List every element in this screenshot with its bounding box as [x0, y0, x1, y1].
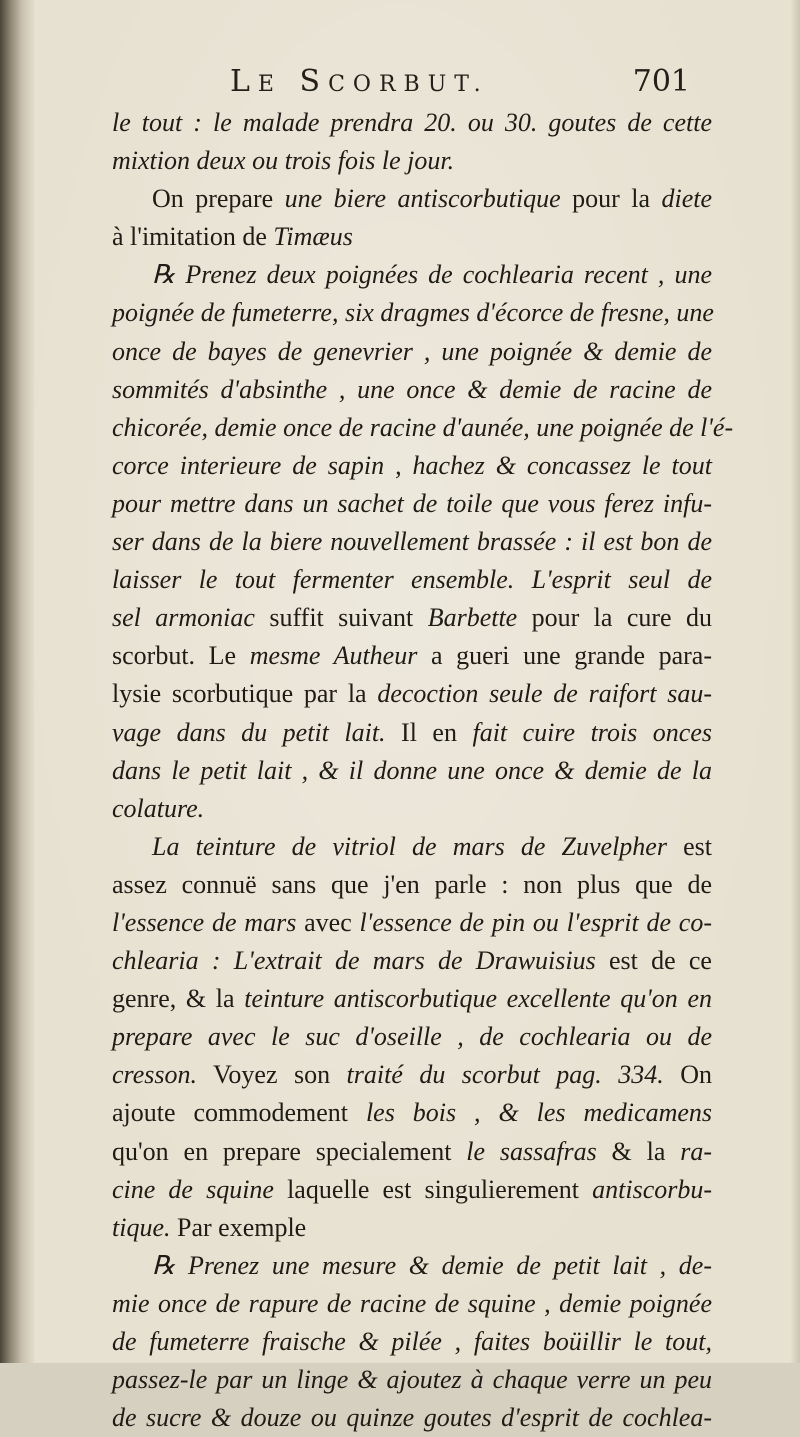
- page-header: [230, 60, 690, 102]
- text-line: [112, 1399, 712, 1437]
- roman-text: avec: [296, 907, 360, 937]
- roman-text: Voyez son: [196, 1060, 347, 1090]
- text-line: [112, 1171, 712, 1209]
- body-text: [112, 104, 734, 1437]
- binding-gutter: [0, 0, 34, 1363]
- italic-text: le tout : le malade prendra 20. ou 30. goutes de cette: [112, 108, 712, 137]
- italic-text: mixtion deux ou trois fois le jour.: [112, 146, 455, 176]
- roman-text: est: [666, 831, 712, 861]
- text-line: [112, 371, 712, 409]
- text-line: [112, 980, 712, 1018]
- text-line: [112, 485, 712, 523]
- italic-text: diete: [661, 184, 713, 214]
- italic-text: ℞ Prenez deux poignées de cochlearia recent , une: [152, 260, 712, 290]
- italic-text: traité du scorbut pag. 334.: [346, 1060, 664, 1090]
- italic-text: l'essence de mars: [112, 907, 297, 937]
- text-line: [112, 790, 712, 828]
- text-line: [112, 1018, 712, 1056]
- italic-text: sommités d'absinthe , une once & demie de racine de: [112, 374, 712, 404]
- text-line: [112, 1247, 712, 1285]
- text-line: [112, 256, 712, 294]
- italic-text: ser dans de la biere nouvellement brassée : il est bon de: [112, 527, 712, 557]
- text-line: [112, 1056, 712, 1094]
- italic-text: une biere antiscorbutique: [284, 184, 561, 214]
- running-title: [230, 64, 489, 99]
- roman-text: scorbut. Le: [112, 641, 250, 671]
- text-line: [112, 1094, 712, 1132]
- text-line: [112, 218, 712, 256]
- text-line: [112, 942, 712, 980]
- italic-text: cine de squine: [112, 1174, 274, 1204]
- roman-text: pour la cure du: [517, 603, 712, 633]
- text-line: [112, 675, 712, 713]
- text-line: [112, 409, 734, 447]
- page-edge-shadow: [790, 0, 800, 1363]
- italic-text: sel armoniac: [112, 603, 255, 633]
- italic-text: chlearia : L'extrait de mars de Drawuisius: [112, 946, 596, 976]
- roman-text: a gueri une grande para-: [417, 641, 713, 671]
- text-line: [112, 333, 712, 371]
- roman-text: Par exemple: [170, 1212, 307, 1242]
- italic-text: Timæus: [273, 222, 353, 252]
- roman-text: laquelle est singulierement: [273, 1174, 593, 1204]
- text-line: [112, 104, 712, 142]
- italic-text: once de bayes de genevrier , une poignée & demie de: [112, 336, 712, 366]
- italic-text: prepare avec le suc d'oseille , de cochlearia ou de: [112, 1022, 712, 1052]
- italic-text: tique.: [112, 1212, 171, 1242]
- text-line: [112, 714, 712, 752]
- roman-text: ajoute commodement: [112, 1098, 366, 1128]
- italic-text: poignée de fumeterre, six dragmes d'écorce de fresne, une: [112, 298, 714, 328]
- text-line: [112, 828, 712, 866]
- italic-text: le sassafras: [466, 1136, 597, 1166]
- italic-text: ℞ Prenez une mesure & demie de petit lait , de-: [152, 1250, 712, 1280]
- text-line: [112, 142, 712, 180]
- page-number: 701: [632, 64, 690, 99]
- italic-text: mie once de rapure de racine de squine , demie poignée: [112, 1288, 712, 1318]
- text-line: [112, 752, 712, 790]
- text-line: [112, 866, 712, 904]
- roman-text: à l'imitation de: [112, 222, 274, 252]
- text-line: [112, 523, 712, 561]
- italic-text: vage dans du petit lait.: [112, 717, 386, 747]
- italic-text: chicorée, demie once de racine d'aunée, une poignée de l'é-: [112, 412, 734, 442]
- text-line: [112, 180, 712, 218]
- italic-text: laisser le tout fermenter ensemble. L'esprit seul de: [112, 565, 712, 595]
- text-line: [112, 1133, 712, 1171]
- roman-text: suffit suivant: [254, 603, 428, 633]
- italic-text: Barbette: [427, 603, 518, 633]
- italic-text: teinture antiscorbutique excellente qu'on en: [244, 984, 712, 1014]
- italic-text: passez-le par un linge & ajoutez à chaque verre un peu: [112, 1365, 712, 1395]
- text-line: [112, 637, 712, 675]
- italic-text: l'essence de pin ou l'esprit de co-: [359, 907, 712, 937]
- italic-text: mesme Autheur: [249, 641, 418, 671]
- text-line: [112, 1285, 712, 1323]
- roman-text: On prepare: [152, 184, 285, 214]
- italic-text: colature.: [112, 793, 205, 823]
- roman-text: pour la: [560, 184, 662, 214]
- roman-text: Il en: [385, 717, 473, 747]
- italic-text: pour mettre dans un sachet de toile que vous ferez infu-: [112, 488, 712, 518]
- roman-text: genre, & la: [112, 984, 245, 1014]
- italic-text: fait cuire trois onces: [472, 717, 712, 747]
- text-line: [112, 599, 712, 637]
- italic-text: antiscorbu-: [592, 1174, 713, 1204]
- text-line: [112, 904, 712, 942]
- text-line: [112, 447, 712, 485]
- running-title-word: SCORBUT.: [299, 64, 489, 99]
- roman-text: assez connuë sans que j'en parle : non plus que de: [112, 869, 712, 899]
- text-line: [112, 1323, 712, 1361]
- italic-text: decoction seule de raifort sau-: [377, 679, 712, 709]
- italic-text: La teinture de vitriol de mars de Zuvelpher: [152, 831, 667, 861]
- italic-text: dans le petit lait , & il donne une once & demie de la: [112, 755, 712, 785]
- italic-text: de sucre & douze ou quinze goutes d'esprit de cochlea-: [112, 1403, 712, 1433]
- roman-text: On: [663, 1060, 712, 1090]
- roman-text: est de ce: [595, 946, 712, 976]
- text-line: [112, 1361, 712, 1399]
- text-line: [112, 561, 712, 599]
- italic-text: corce interieure de sapin , hachez & concassez le tout: [112, 450, 712, 480]
- roman-text: qu'on en prepare specialement: [112, 1136, 467, 1166]
- text-line: [112, 1209, 712, 1247]
- italic-text: cresson.: [112, 1060, 197, 1090]
- running-title-word: LE: [230, 64, 282, 99]
- roman-text: & la: [596, 1136, 681, 1166]
- italic-text: de fumeterre fraische & pilée , faites boüillir le tout,: [112, 1327, 712, 1356]
- italic-text: les bois , & les medicamens: [365, 1098, 713, 1128]
- roman-text: lysie scorbutique par la: [112, 679, 378, 709]
- text-line: [112, 294, 712, 332]
- italic-text: ra-: [680, 1136, 713, 1166]
